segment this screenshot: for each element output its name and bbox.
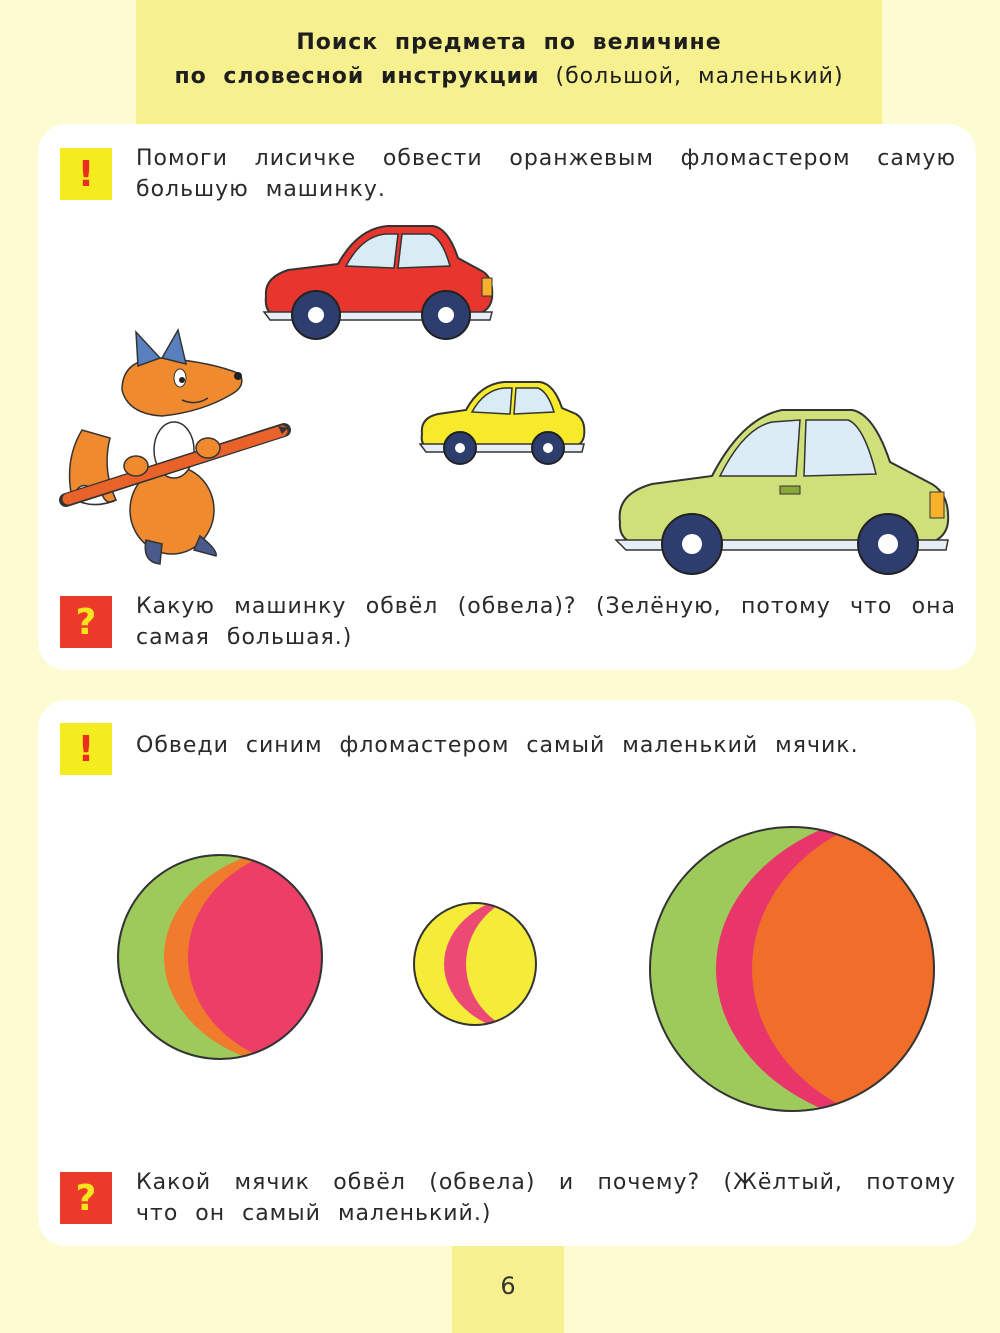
page-title [136, 26, 882, 94]
large-ball-illustration [648, 826, 936, 1112]
green-car-illustration [612, 404, 952, 579]
task1-instruction: Помоги лисичке обвести оранжевым фломастером самую большую машинку. [136, 146, 956, 202]
question-icon: ? [60, 596, 112, 648]
title-line2-normal: (большой, маленький) [555, 64, 844, 89]
exclamation-icon: ! [60, 723, 112, 775]
small-ball-illustration [412, 902, 538, 1026]
title-line2-bold: по словесной инструкции [174, 64, 540, 89]
exclamation-icon: ! [60, 148, 112, 200]
task2-instruction: Обведи синим фломастером самый маленький мячик. [136, 733, 859, 758]
task2-question: Какой мячик обвёл (обвела) и почему? (Жёлтый, потому что он самый маленький.) [136, 1170, 956, 1226]
title-line1: Поиск предмета по величине [296, 30, 722, 55]
yellow-car-illustration [416, 378, 588, 470]
task1-question: Какую машинку обвёл (обвела)? (Зелёную, потому что она самая большая.) [136, 594, 956, 650]
question-icon: ? [60, 1172, 112, 1224]
red-car-illustration [258, 218, 498, 343]
page-number: 6 [500, 1272, 516, 1300]
medium-ball-illustration [116, 854, 324, 1060]
fox-illustration [62, 330, 288, 570]
